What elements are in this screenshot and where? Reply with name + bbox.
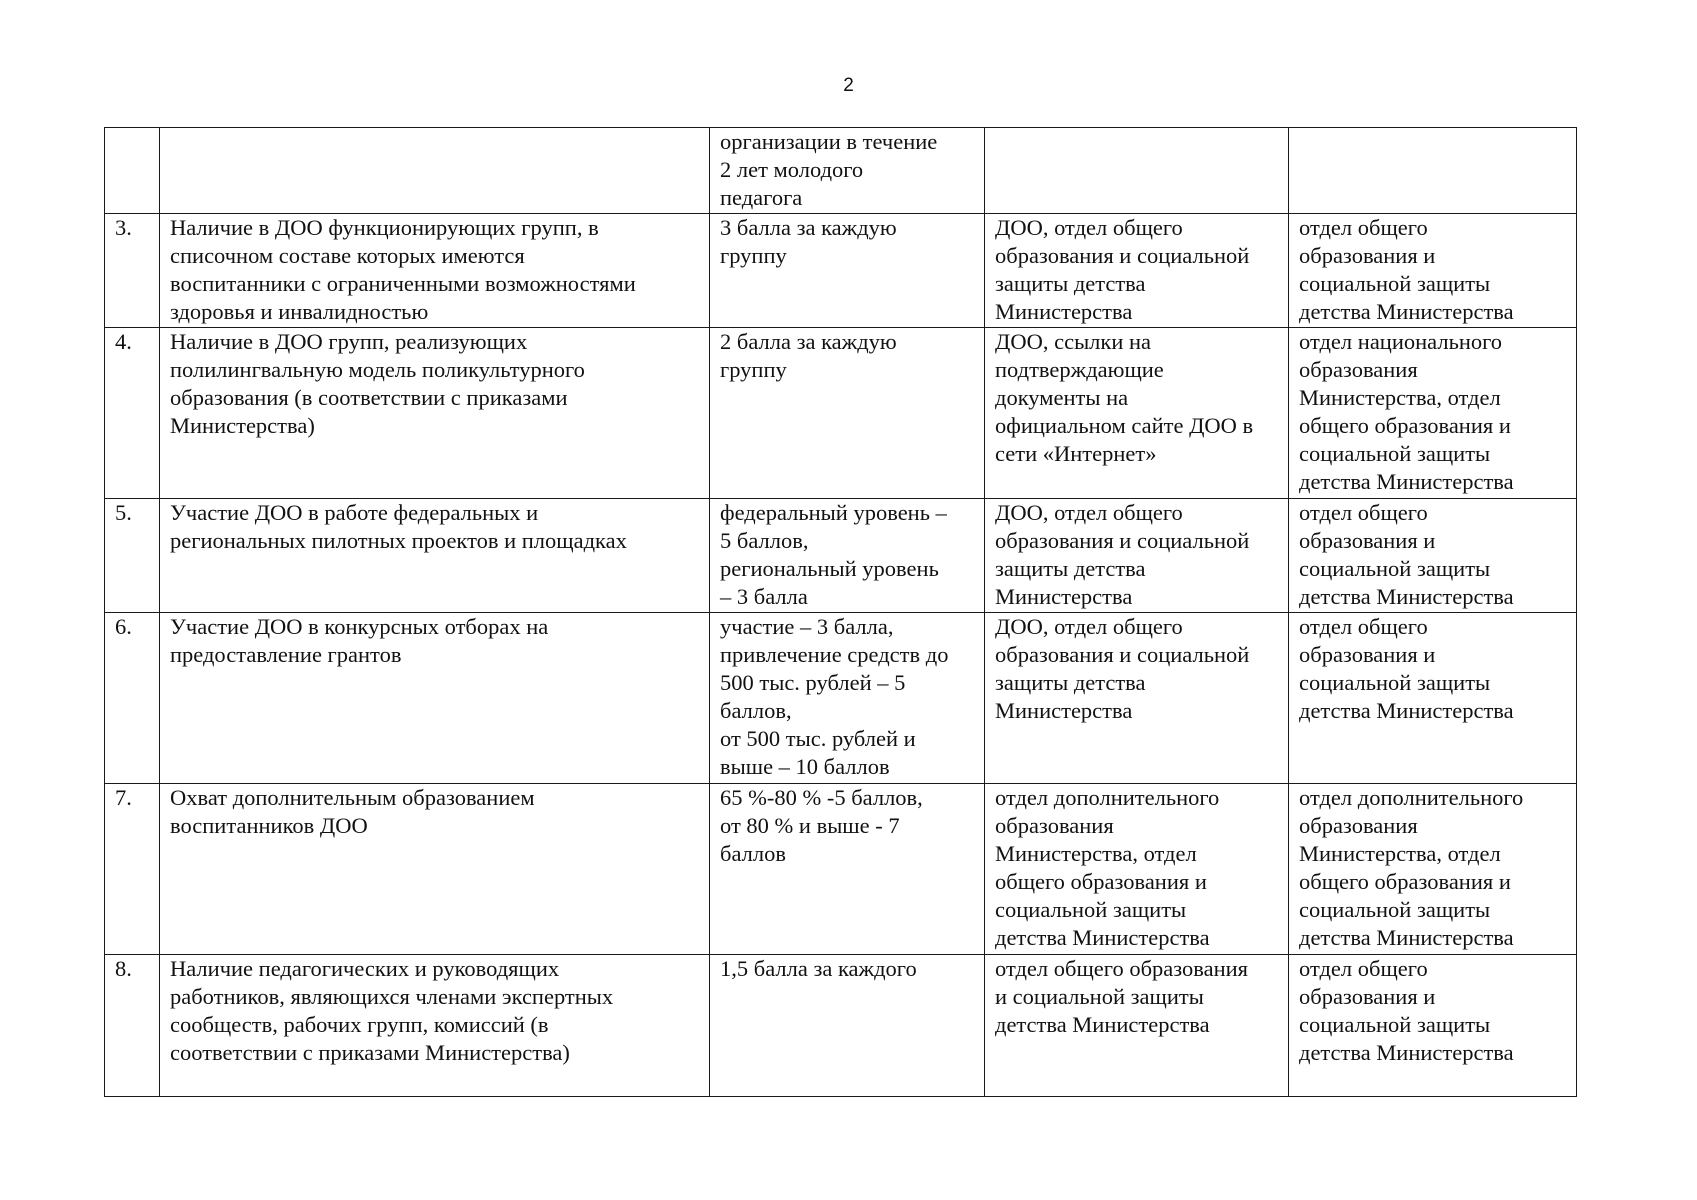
page-number: 2: [843, 75, 854, 96]
table-row: [105, 328, 1577, 499]
table-row: [105, 499, 1577, 613]
row-number-cell: 3.: [105, 214, 160, 328]
row-number-cell: 4.: [105, 328, 160, 499]
responsible-cell: отдел общего образования и социальной защиты детства Министерства: [1289, 214, 1577, 328]
table-row: [105, 214, 1577, 328]
criterion-cell: Наличие педагогических и руководящих работников, являющихся членами экспертных сообществ, рабочих групп, комиссий (в соответствии с приказами Министерства): [160, 955, 710, 1097]
criterion-cell: Охват дополнительным образованием воспитанников ДОО: [160, 784, 710, 955]
row-number-cell: 6.: [105, 613, 160, 784]
criterion-cell: Участие ДОО в работе федеральных и региональных пилотных проектов и площадках: [160, 499, 710, 613]
points-cell: 3 балла за каждую группу: [710, 214, 985, 328]
data-source-cell: ДОО, отдел общего образования и социальной защиты детства Министерства: [985, 613, 1289, 784]
data-source-cell: [985, 128, 1289, 214]
points-cell: 65 %-80 % -5 баллов, от 80 % и выше - 7 баллов: [710, 784, 985, 955]
responsible-cell: [1289, 128, 1577, 214]
criterion-cell: Наличие в ДОО функционирующих групп, в списочном составе которых имеются воспитанники с ограниченными возможностями здоровья и инвалидностью: [160, 214, 710, 328]
row-number-cell: 8.: [105, 955, 160, 1097]
responsible-cell: отдел национального образования Министерства, отдел общего образования и социальной защиты детства Министерства: [1289, 328, 1577, 499]
data-source-cell: ДОО, ссылки на подтверждающие документы на официальном сайте ДОО в сети «Интернет»: [985, 328, 1289, 499]
data-source-cell: отдел общего образования и социальной защиты детства Министерства: [985, 955, 1289, 1097]
table-row: [105, 784, 1577, 955]
data-source-cell: ДОО, отдел общего образования и социальной защиты детства Министерства: [985, 214, 1289, 328]
points-cell: организации в течение 2 лет молодого педагога: [710, 128, 985, 214]
points-cell: участие – 3 балла, привлечение средств до 500 тыс. рублей – 5 баллов, от 500 тыс. рублей и выше – 10 баллов: [710, 613, 985, 784]
criterion-cell: Наличие в ДОО групп, реализующих полилингвальную модель поликультурного образования (в соответствии с приказами Министерства): [160, 328, 710, 499]
criterion-cell: [160, 128, 710, 214]
responsible-cell: отдел общего образования и социальной защиты детства Министерства: [1289, 613, 1577, 784]
points-cell: 1,5 балла за каждого: [710, 955, 985, 1097]
responsible-cell: отдел общего образования и социальной защиты детства Министерства: [1289, 499, 1577, 613]
table-row: [105, 128, 1577, 214]
responsible-cell: отдел дополнительного образования Министерства, отдел общего образования и социальной защиты детства Министерства: [1289, 784, 1577, 955]
points-cell: федеральный уровень – 5 баллов, региональный уровень – 3 балла: [710, 499, 985, 613]
row-number-cell: 5.: [105, 499, 160, 613]
row-number-cell: 7.: [105, 784, 160, 955]
table-row: [105, 955, 1577, 1097]
criterion-cell: Участие ДОО в конкурсных отборах на предоставление грантов: [160, 613, 710, 784]
points-cell: 2 балла за каждую группу: [710, 328, 985, 499]
data-source-cell: ДОО, отдел общего образования и социальной защиты детства Министерства: [985, 499, 1289, 613]
row-number-cell: [105, 128, 160, 214]
criteria-table: [104, 127, 1577, 1097]
table-row: [105, 613, 1577, 784]
data-source-cell: отдел дополнительного образования Министерства, отдел общего образования и социальной защиты детства Министерства: [985, 784, 1289, 955]
responsible-cell: отдел общего образования и социальной защиты детства Министерства: [1289, 955, 1577, 1097]
